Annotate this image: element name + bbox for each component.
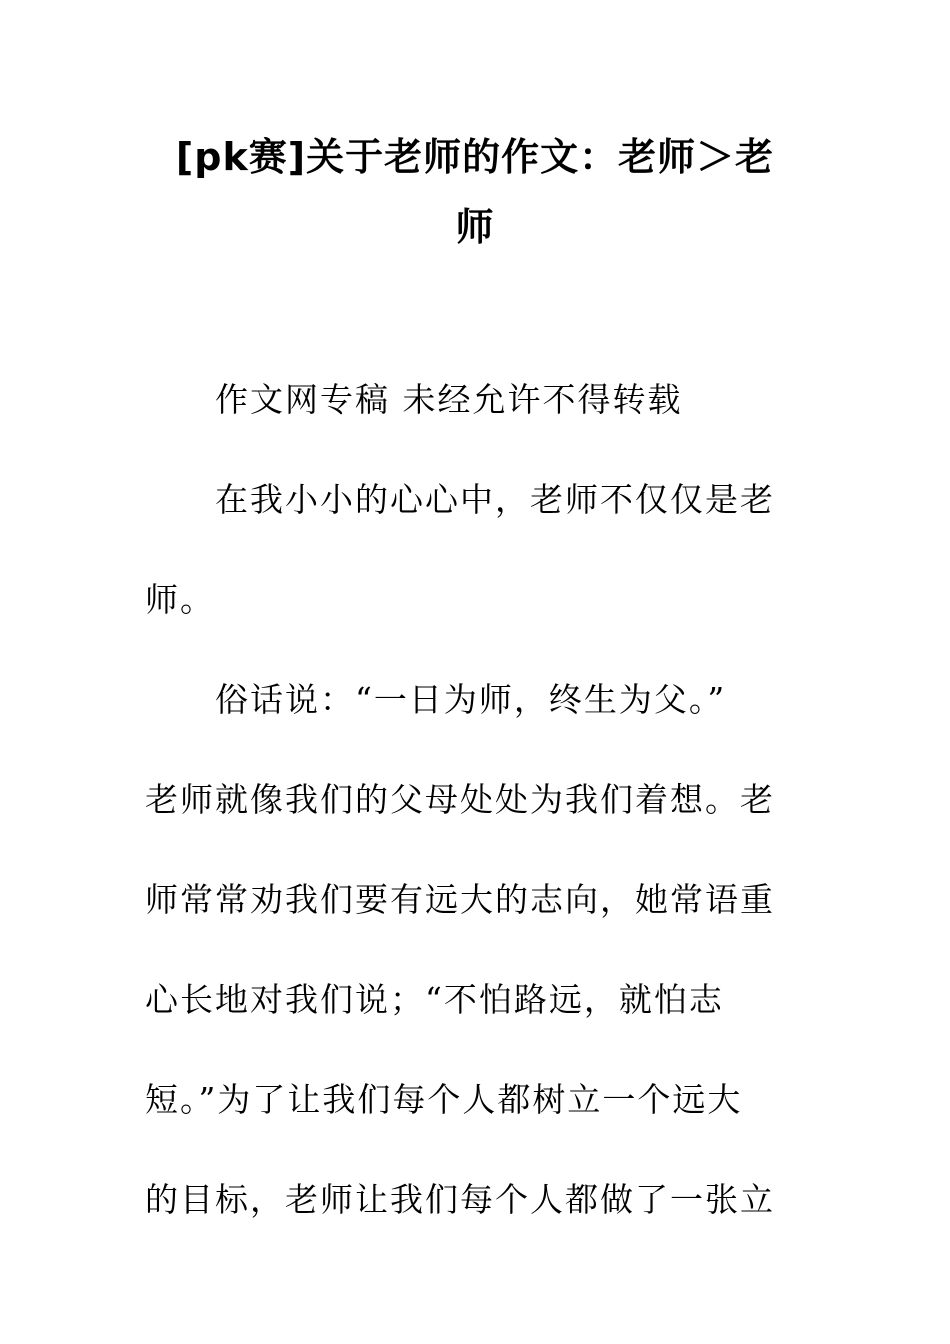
paragraph-1-line-2: 师。 <box>145 580 215 619</box>
paragraph-2-line-2: 老师就像我们的父母处处为我们着想。老 <box>145 780 775 819</box>
paragraph-2-line-5: 短。”为了让我们每个人都树立一个远大 <box>145 1080 743 1119</box>
paragraph-2-line-4: 心长地对我们说；“不怕路远，就怕志 <box>145 980 724 1019</box>
paragraph-1-line-1: 在我小小的心心中，老师不仅仅是老 <box>215 480 775 519</box>
paragraph-2-line-3: 师常常劝我们要有远大的志向，她常语重 <box>145 880 775 919</box>
document-title <box>145 122 805 262</box>
paragraph-2-line-6: 的目标，老师让我们每个人都做了一张立 <box>145 1180 775 1219</box>
paragraph-2-line-1: 俗话说：“一日为师，终生为父。” <box>215 680 727 719</box>
byline: 作文网专稿 未经允许不得转载 <box>215 380 683 419</box>
title-line-2: 师 <box>455 205 495 249</box>
title-line-1: [pk赛]关于老师的作文：老师＞老 <box>175 135 775 179</box>
